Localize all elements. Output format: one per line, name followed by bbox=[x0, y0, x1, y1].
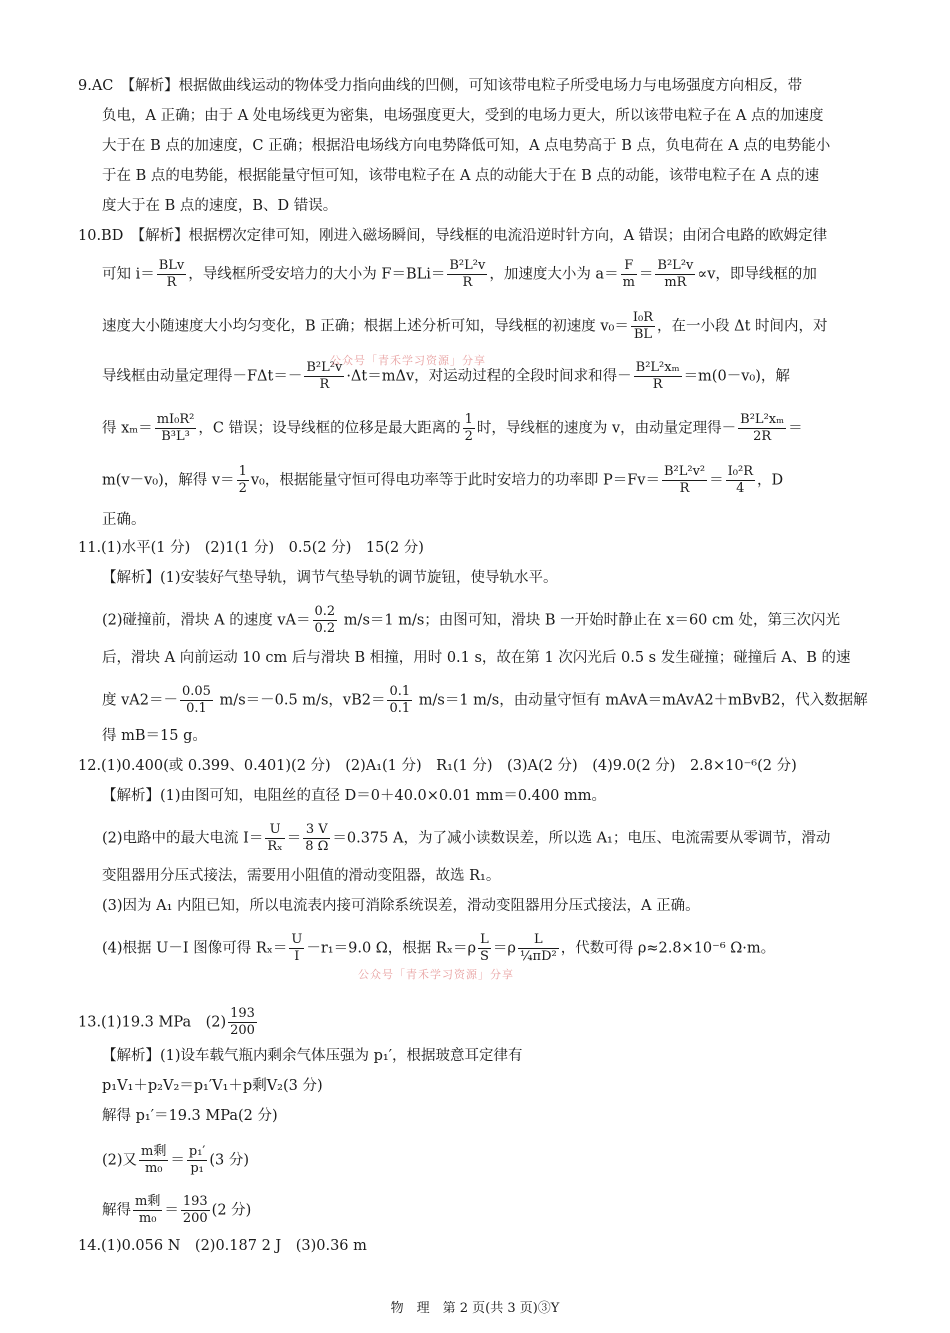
q11-line-2: (2)碰撞前，滑块 A 的速度 vA＝ $\frac{0.2}{0.2}$ m/s＝1 m/s；由图可知，滑块 B 一开始时静止在 x＝60 cm 处，第三次闪光 bbox=[102, 604, 840, 636]
fraction: $\frac{\text{B²L²v}}{mR}$ bbox=[657, 258, 694, 290]
fraction: $\frac{1}{2}$ bbox=[238, 464, 247, 496]
fraction: $\frac{L}{\text{¼πD²}}$ bbox=[519, 932, 557, 964]
fraction: $\frac{U}{I}$ bbox=[291, 932, 303, 964]
fraction: $\frac{\text{p₁′}}{\text{p₁}}$ bbox=[188, 1144, 206, 1176]
q13-line-1: 【解析】(1)设车载气瓶内剩余气体压强为 p₁′，根据玻意耳定律有 bbox=[102, 1048, 523, 1064]
q13-line-3: 解得 p₁′＝19.3 MPa(2 分) bbox=[102, 1108, 278, 1124]
fraction: $\frac{\text{B²L²v²}}{R}$ bbox=[663, 464, 706, 496]
q11-line-3: 后，滑块 A 向前运动 10 cm 后与滑块 B 相撞，用时 0.1 s，故在第 1 次闪光后 0.5 s 发生碰撞；碰撞后 A、B 的速 bbox=[102, 650, 851, 666]
q13-line-2: p₁V₁＋p₂V₂＝p₁′V₁＋p剩V₂(3 分) bbox=[102, 1078, 323, 1094]
fraction: $\frac{0.2}{0.2}$ bbox=[314, 604, 336, 636]
watermark: 公众号「青禾学习资源」分享 bbox=[358, 968, 514, 981]
fraction: $\frac{0.1}{0.1}$ bbox=[389, 684, 411, 716]
fraction: $\frac{3 V}{8 \Omega}$ bbox=[305, 822, 329, 854]
q11-answer: 11.(1)水平(1 分) (2)1(1 分) 0.5(2 分) 15(2 分) bbox=[78, 540, 424, 556]
fraction: $\frac{\text{mI₀R²}}{\text{B³L³}}$ bbox=[156, 412, 195, 444]
fraction: $\frac{\text{BLv}}{R}$ bbox=[158, 258, 185, 290]
q14-answer: 14.(1)0.056 N (2)0.187 2 J (3)0.36 m bbox=[78, 1238, 367, 1254]
fraction: $\frac{193}{200}$ bbox=[230, 1006, 255, 1038]
q12-line-1: 【解析】(1)由图可知，电阻丝的直径 D＝0＋40.0×0.01 mm＝0.400 mm。 bbox=[102, 788, 606, 804]
q9-line-1: 9.AC 【解析】根据做曲线运动的物体受力指向曲线的凹侧，可知该带电粒子所受电场力与电场强度方向相反，带 bbox=[78, 78, 803, 94]
fraction: $\frac{\text{m剩}}{\text{m₀}}$ bbox=[141, 1144, 167, 1176]
fraction: $\frac{F}{m}$ bbox=[622, 258, 635, 290]
page-footer: 物 理 第 2 页(共 3 页)③Y bbox=[390, 1301, 560, 1316]
fraction: $\frac{\text{B²L²xₘ}}{2R}$ bbox=[740, 412, 785, 444]
q13-answer: 13.(1)19.3 MPa (2) $\frac{193}{200}$ bbox=[78, 1006, 255, 1038]
q12-line-4: (3)因为 A₁ 内阻已知，所以电流表内接可消除系统误差，滑动变阻器用分压式接法，A 正确。 bbox=[102, 898, 700, 914]
fraction: $\frac{193}{200}$ bbox=[182, 1194, 208, 1226]
fraction: $\frac{1}{2}$ bbox=[464, 412, 473, 444]
q12-answer: 12.(1)0.400(或 0.399、0.401)(2 分) (2)A₁(1 分) R₁(1 分) (3)A(2 分) (4)9.0(2 分) 2.8×10⁻⁶(2 分) bbox=[78, 758, 797, 774]
q9-line-3: 大于在 B 点的加速度，C 正确；根据沿电场线方向电势降低可知，A 点电势高于 B 点，负电荷在 A 点的电势能小 bbox=[102, 138, 831, 154]
fraction: $\frac{\text{m剩}}{\text{m₀}}$ bbox=[135, 1194, 161, 1226]
fraction: $\frac{U}{\text{Rₓ}}$ bbox=[267, 822, 283, 854]
q11-line-4: 度 vA2＝－ $\frac{0.05}{0.1}$ m/s＝－0.5 m/s，vB2＝ $\frac{0.1}{0.1}$ m/s＝1 m/s，由动量守恒有 mAvA＝mAvA2＋mBvB2，代入数据解 bbox=[102, 684, 868, 716]
q10-line-6: m(v－v₀)，解得 v＝ $\frac{1}{2}$ v₀，根据能量守恒可得电功率等于此时安培力的功率即 P＝Fv＝ $\frac{\text{B²L²v²}}{R}$ ＝ $\frac{\text{I₀²R}}{4}$ ，D bbox=[102, 464, 784, 496]
q10-line-7: 正确。 bbox=[102, 512, 146, 528]
fraction: $\frac{\text{I₀R}}{BL}$ bbox=[632, 310, 654, 342]
q11-line-1: 【解析】(1)安装好气垫导轨，调节气垫导轨的调节旋钮，使导轨水平。 bbox=[102, 570, 558, 586]
q10-line-5: 得 xₘ＝ $\frac{\text{mI₀R²}}{\text{B³L³}}$ ，C 错误；设导线框的位移是最大距离的 $\frac{1}{2}$ 时，导线框的速度为 v，由动量定理得－ $\frac{\text{B²L²xₘ}}{2R}$ ＝ bbox=[102, 412, 803, 444]
q10-line-2: 可知 i＝ $\frac{\text{BLv}}{R}$ ，导线框所受安培力的大小为 F＝BLi＝ $\frac{\text{B²L²v}}{R}$ ，加速度大小为 a＝ $\frac{F}{m}$ ＝ $\frac{\text{B²L²v}}{mR}$ ∝v，即导线框的加 bbox=[102, 258, 817, 290]
fraction: $\frac{0.05}{0.1}$ bbox=[182, 684, 211, 716]
q13-line-5: 解得 $\frac{\text{m剩}}{\text{m₀}}$ ＝ $\frac{193}{200}$ (2 分) bbox=[102, 1194, 252, 1226]
q9-line-2: 负电，A 正确；由于 A 处电场线更为密集，电场强度更大，受到的电场力更大，所以该带电粒子在 A 点的加速度 bbox=[102, 108, 824, 124]
q12-line-3: 变阻器用分压式接法，需要用小阻值的滑动变阻器，故选 R₁。 bbox=[102, 868, 501, 884]
watermark: 公众号「青禾学习资源」分享 bbox=[330, 354, 486, 367]
fraction: $\frac{\text{I₀²R}}{4}$ bbox=[727, 464, 753, 496]
fraction: $\frac{\text{B²L²v}}{R}$ bbox=[449, 258, 486, 290]
q12-line-2: (2)电路中的最大电流 I＝ $\frac{U}{\text{Rₓ}}$ ＝ $\frac{3 V}{8 \Omega}$ ＝0.375 A，为了减小读数误差，所以选 A₁；电压、电流需要从零调节，滑动 bbox=[102, 822, 831, 854]
q12-line-5: (4)根据 U－I 图像可得 Rₓ＝ $\frac{U}{I}$ －r₁＝9.0 Ω，根据 Rₓ＝ρ $\frac{L}{S}$ ＝ρ $\frac{L}{\text{¼πD²}}$ ，代数可得 ρ≈2.8×10⁻⁶ Ω·m。 bbox=[102, 932, 776, 964]
fraction: $\frac{\text{B²L²v}}{R}$ bbox=[306, 360, 343, 392]
q10-line-1: 10.BD 【解析】根据楞次定律可知，刚进入磁场瞬间，导线框的电流沿逆时针方向，A 错误；由闭合电路的欧姆定律 bbox=[78, 228, 828, 244]
q11-line-5: 得 mB＝15 g。 bbox=[102, 728, 207, 744]
q13-line-4: (2)又 $\frac{\text{m剩}}{\text{m₀}}$ ＝ $\frac{\text{p₁′}}{\text{p₁}}$ (3 分) bbox=[102, 1144, 250, 1176]
q9-line-4: 于在 B 点的电势能，根据能量守恒可知，该带电粒子在 A 点的动能大于在 B 点的动能，该带电粒子在 A 点的速 bbox=[102, 168, 820, 184]
fraction: $\frac{L}{S}$ bbox=[480, 932, 489, 964]
q10-line-4: 导线框由动量定理得－FΔt＝－ $\frac{\text{B²L²v}}{R}$ ·Δt＝mΔv，对运动过程的全段时间求和得－ $\frac{\text{B²L²xₘ}}{R}$ ＝m(0－v₀)，解 bbox=[102, 360, 790, 392]
q10-line-3: 速度大小随速度大小均匀变化，B 正确；根据上述分析可知，导线框的初速度 v₀＝ $\frac{\text{I₀R}}{BL}$ ，在一小段 Δt 时间内，对 bbox=[102, 310, 828, 342]
fraction: $\frac{\text{B²L²xₘ}}{R}$ bbox=[635, 360, 680, 392]
q9-line-5: 度大于在 B 点的速度，B、D 错误。 bbox=[102, 198, 338, 214]
